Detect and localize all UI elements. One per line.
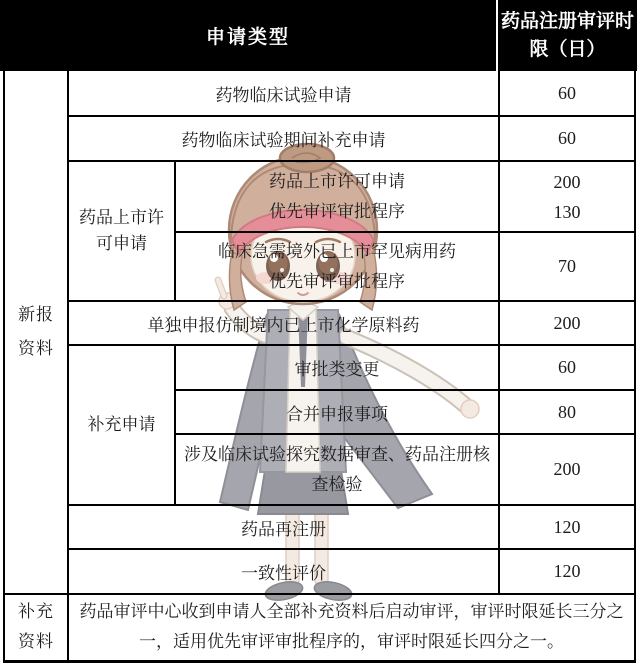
cell-consistency-evaluation-days: 120 <box>499 549 635 594</box>
cell-generic-api-label: 单独申报仿制境内已上市化学原料药 <box>68 301 499 345</box>
header-review-limit: 药品注册审评时限（日） <box>500 10 634 60</box>
cell-urgent-rare-disease-line2: 优先审评审批程序 <box>269 271 405 291</box>
cell-combined-filing-days: 80 <box>499 390 635 434</box>
registration-table <box>3 71 636 663</box>
cell-clinical-data-review-days: 200 <box>499 434 635 505</box>
cell-urgent-rare-disease-line1: 临床急需境外已上市罕见病用药 <box>218 241 456 261</box>
group-marketing-authorization: 药品上市许可申请 <box>68 161 175 301</box>
group-supplementary-application: 补充申请 <box>68 345 175 505</box>
cell-clinical-trial-supplement-label: 药物临床试验期间补充申请 <box>68 116 499 161</box>
cell-clinical-trial-label: 药物临床试验申请 <box>68 71 499 116</box>
cell-marketing-app-line2: 优先审评审批程序 <box>269 201 405 221</box>
cell-combined-filing-label: 合并申报事项 <box>175 390 499 434</box>
cell-clinical-trial-supplement-days: 60 <box>499 116 635 161</box>
cell-generic-api-days: 200 <box>499 301 635 345</box>
group-supplementary-materials: 补充资料 <box>4 594 68 661</box>
cell-approval-change-label: 审批类变更 <box>175 345 499 390</box>
group-new-submission: 新报资料 <box>4 71 68 594</box>
cell-footer-note: 药品审评中心收到申请人全部补充资料后启动审评，审评时限延长三分之一，适用优先审评审批程序的，审评时限延长四分之一。 <box>68 594 635 661</box>
cell-clinical-trial-days: 60 <box>499 71 635 116</box>
cell-re-registration-days: 120 <box>499 505 635 549</box>
cell-urgent-rare-disease-label <box>175 232 499 301</box>
cell-marketing-app-days2: 130 <box>553 201 581 222</box>
cell-approval-change-days: 60 <box>499 345 635 390</box>
cell-marketing-app-days <box>499 161 635 232</box>
cell-urgent-rare-disease-days: 70 <box>499 232 635 301</box>
cell-marketing-app-days1: 200 <box>553 171 581 192</box>
cell-consistency-evaluation-label: 一致性评价 <box>68 549 499 594</box>
header-application-type: 申请类型 <box>205 27 290 48</box>
cell-marketing-app-label <box>175 161 499 232</box>
cell-marketing-app-line1: 药品上市许可申请 <box>269 171 405 191</box>
cell-clinical-data-review-label: 涉及临床试验探究数据审查、药品注册核查检验 <box>175 434 499 505</box>
cell-re-registration-label: 药品再注册 <box>68 505 499 549</box>
table-header-bar <box>0 0 637 71</box>
